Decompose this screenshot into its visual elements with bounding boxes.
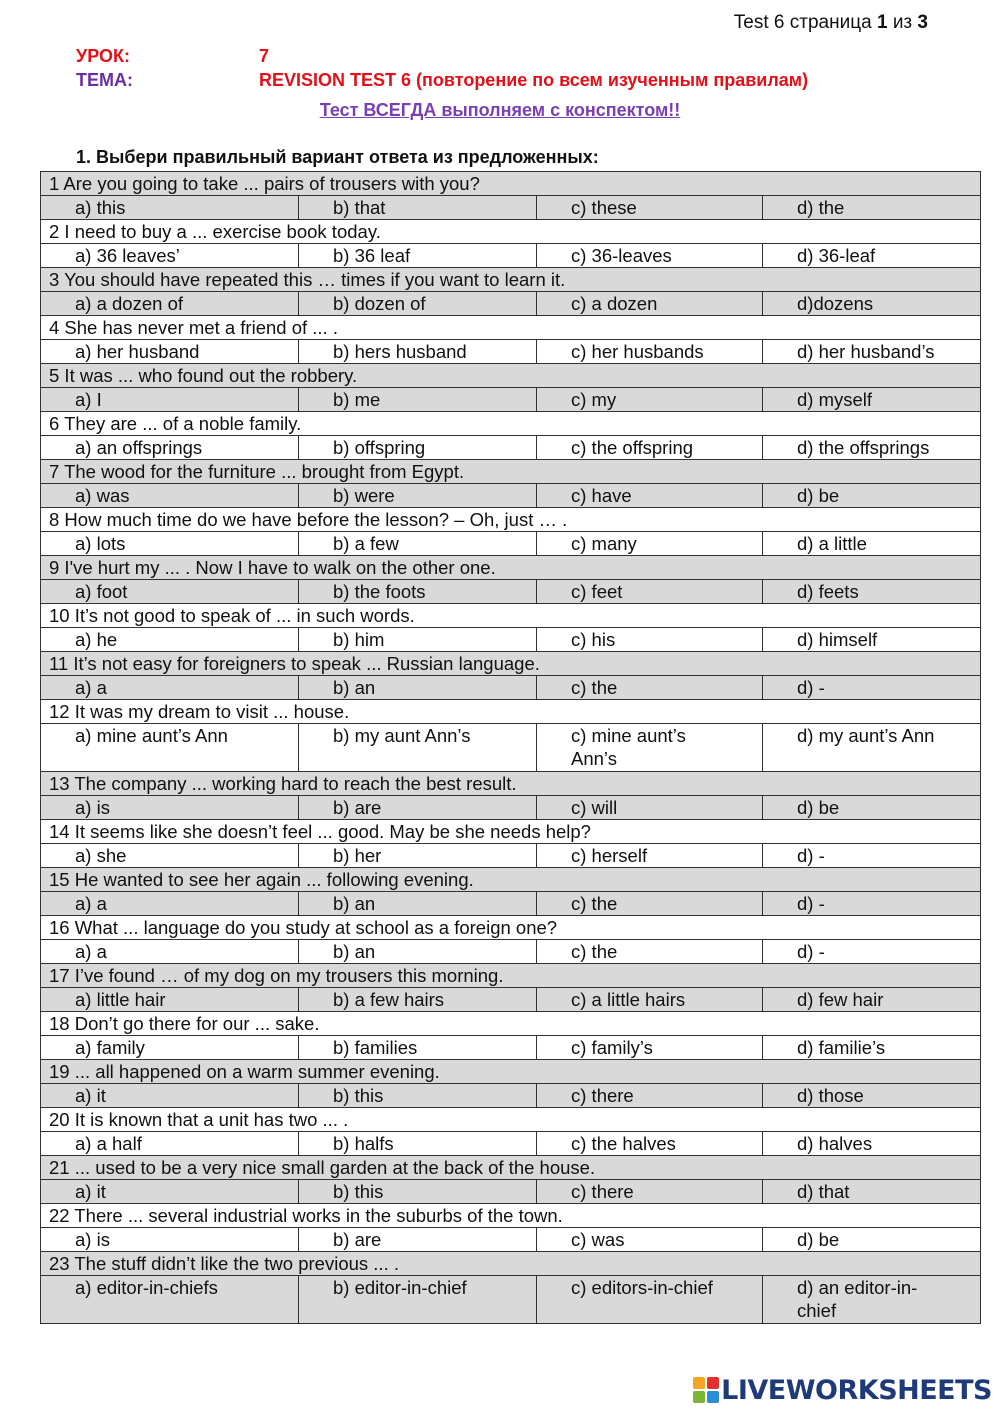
option-a-label: a) she <box>75 845 127 866</box>
option-a[interactable] <box>41 676 299 700</box>
option-a-label: a) lots <box>75 533 126 554</box>
option-b[interactable] <box>299 196 537 220</box>
options-row <box>41 628 981 652</box>
option-a[interactable] <box>41 1276 299 1324</box>
option-a[interactable] <box>41 892 299 916</box>
options-row <box>41 940 981 964</box>
question-text: 10 It’s not good to speak of ... in such words. <box>41 604 981 628</box>
option-b-label: b) my aunt Ann’s <box>333 725 471 746</box>
option-d[interactable] <box>763 940 981 964</box>
option-b-label: b) were <box>333 485 395 506</box>
question-row <box>41 316 981 340</box>
question-text: 23 The stuff didn’t like the two previous ... . <box>41 1252 981 1276</box>
option-c[interactable] <box>537 628 763 652</box>
option-a[interactable] <box>41 796 299 820</box>
liveworksheets-logo <box>693 1373 992 1407</box>
option-c-label: c) the <box>571 677 618 698</box>
option-c[interactable] <box>537 1036 763 1060</box>
option-c-label: c) a dozen <box>571 293 658 314</box>
option-d[interactable] <box>763 532 981 556</box>
option-a[interactable] <box>41 388 299 412</box>
option-a[interactable] <box>41 628 299 652</box>
option-a[interactable] <box>41 484 299 508</box>
option-d[interactable] <box>763 1132 981 1156</box>
option-c-label: c) there <box>571 1085 634 1106</box>
option-a-label: a) family <box>75 1037 145 1058</box>
option-c-label: c) the halves <box>571 1133 676 1154</box>
options-row <box>41 196 981 220</box>
option-b[interactable] <box>299 244 537 268</box>
question-text: 19 ... all happened on a warm summer evening. <box>41 1060 981 1084</box>
option-b-label: b) editor-in-chief <box>333 1277 467 1298</box>
option-c-label: c) herself <box>571 845 648 866</box>
option-d[interactable] <box>763 892 981 916</box>
option-d[interactable] <box>763 292 981 316</box>
option-d-label: d) the <box>797 197 845 218</box>
question-row <box>41 916 981 940</box>
option-d-label-cont: chief <box>797 1300 837 1321</box>
option-c[interactable] <box>537 988 763 1012</box>
option-d[interactable] <box>763 628 981 652</box>
quiz-table <box>40 171 981 1324</box>
notice: Тест ВСЕГДА выполняем с конспектом!! <box>319 100 681 120</box>
option-b[interactable] <box>299 892 537 916</box>
options-row <box>41 1276 981 1324</box>
option-c-label: c) the offspring <box>571 437 694 458</box>
option-d[interactable] <box>763 844 981 868</box>
option-a[interactable] <box>41 988 299 1012</box>
option-c[interactable] <box>537 1228 763 1252</box>
option-d[interactable] <box>763 1084 981 1108</box>
option-c[interactable] <box>537 1276 763 1324</box>
option-b-label: b) offspring <box>333 437 426 458</box>
options-row <box>41 436 981 460</box>
question-row <box>41 964 981 988</box>
question-text: 11 It’s not easy for foreigners to speak ... Russian language. <box>41 652 981 676</box>
option-a-label: a) a dozen of <box>75 293 183 314</box>
question-row <box>41 508 981 532</box>
option-a-label: a) is <box>75 797 110 818</box>
question-row <box>41 460 981 484</box>
option-b-label: b) her <box>333 845 382 866</box>
option-d[interactable] <box>763 340 981 364</box>
option-a-label: a) foot <box>75 581 128 602</box>
option-c[interactable] <box>537 844 763 868</box>
options-row <box>41 1036 981 1060</box>
option-c-label: c) there <box>571 1181 634 1202</box>
option-d[interactable] <box>763 1228 981 1252</box>
option-d-label: d) be <box>797 797 840 818</box>
option-c[interactable] <box>537 244 763 268</box>
option-d-label: d)dozens <box>797 293 874 314</box>
option-a[interactable] <box>41 940 299 964</box>
option-c[interactable] <box>537 532 763 556</box>
option-c-label: c) her husbands <box>571 341 704 362</box>
question-text: 18 Don’t go there for our ... sake. <box>41 1012 981 1036</box>
option-c[interactable] <box>537 1180 763 1204</box>
option-b[interactable] <box>299 1276 537 1324</box>
options-row <box>41 1084 981 1108</box>
option-a-label: a) it <box>75 1181 106 1202</box>
option-d[interactable] <box>763 1036 981 1060</box>
options-row <box>41 796 981 820</box>
question-row <box>41 700 981 724</box>
option-c-label: c) many <box>571 533 637 554</box>
question-text: 4 She has never met a friend of ... . <box>41 316 981 340</box>
topic-label: ТЕМА: <box>76 70 133 90</box>
option-b-label: b) a few hairs <box>333 989 445 1010</box>
option-a[interactable] <box>41 1228 299 1252</box>
option-b[interactable] <box>299 340 537 364</box>
logo-square-1 <box>693 1377 705 1389</box>
question-row <box>41 604 981 628</box>
question-text: 15 He wanted to see her again ... following evening. <box>41 868 981 892</box>
option-d[interactable] <box>763 796 981 820</box>
option-d[interactable] <box>763 580 981 604</box>
option-b[interactable] <box>299 1084 537 1108</box>
option-d-label: d) an editor-in- <box>797 1277 918 1298</box>
question-row <box>41 556 981 580</box>
option-d[interactable] <box>763 1276 981 1324</box>
question-text: 14 It seems like she doesn’t feel ... good. May be she needs help? <box>41 820 981 844</box>
option-a[interactable] <box>41 1084 299 1108</box>
question-row <box>41 772 981 796</box>
option-b-label: b) the foots <box>333 581 426 602</box>
option-d[interactable] <box>763 676 981 700</box>
option-b-label: b) 36 leaf <box>333 245 411 266</box>
options-row <box>41 244 981 268</box>
option-a[interactable] <box>41 724 299 772</box>
options-row <box>41 484 981 508</box>
option-d-label: d) a little <box>797 533 867 554</box>
options-row <box>41 340 981 364</box>
option-d-label: d) feets <box>797 581 859 602</box>
option-b[interactable] <box>299 388 537 412</box>
option-b-label: b) are <box>333 1229 382 1250</box>
option-b[interactable] <box>299 844 537 868</box>
question-row <box>41 1252 981 1276</box>
option-b[interactable] <box>299 676 537 700</box>
question-text: 17 I’ve found … of my dog on my trousers this morning. <box>41 964 981 988</box>
question-row <box>41 268 981 292</box>
task-title <box>76 147 599 168</box>
question-text: 8 How much time do we have before the lesson? – Oh, just … . <box>41 508 981 532</box>
option-a[interactable] <box>41 340 299 364</box>
option-a-label: a) a <box>75 893 107 914</box>
question-row <box>41 172 981 196</box>
option-c[interactable] <box>537 340 763 364</box>
option-b-label: b) families <box>333 1037 418 1058</box>
option-a[interactable] <box>41 580 299 604</box>
option-c[interactable] <box>537 388 763 412</box>
question-text: 16 What ... language do you study at school as a foreign one? <box>41 916 981 940</box>
option-b[interactable] <box>299 1180 537 1204</box>
logo-square-3 <box>693 1391 705 1403</box>
logo-square-4 <box>707 1391 719 1403</box>
lesson-block <box>76 44 808 92</box>
option-c[interactable] <box>537 676 763 700</box>
option-b-label: b) me <box>333 389 381 410</box>
option-d-label: d) her husband’s <box>797 341 935 362</box>
question-text: 12 It was my dream to visit ... house. <box>41 700 981 724</box>
option-c-label: c) my <box>571 389 617 410</box>
question-row <box>41 652 981 676</box>
logo-square-2 <box>707 1377 719 1389</box>
option-a-label: a) a <box>75 677 107 698</box>
question-text: 13 The company ... working hard to reach the best result. <box>41 772 981 796</box>
option-b[interactable] <box>299 940 537 964</box>
question-row <box>41 1156 981 1180</box>
options-row <box>41 1132 981 1156</box>
option-c-label: c) these <box>571 197 637 218</box>
option-d-label: d) - <box>797 941 825 962</box>
liveworksheets-brand: LIVEWORKSHEETS <box>721 1374 992 1406</box>
option-a[interactable] <box>41 1180 299 1204</box>
page-header <box>734 12 928 34</box>
option-a-label: a) was <box>75 485 130 506</box>
options-row <box>41 988 981 1012</box>
option-a-label: a) mine aunt’s Ann <box>75 725 228 746</box>
option-b[interactable] <box>299 724 537 772</box>
question-text: 3 You should have repeated this … times if you want to learn it. <box>41 268 981 292</box>
option-d[interactable] <box>763 988 981 1012</box>
option-c-label: c) family’s <box>571 1037 653 1058</box>
option-d-label: d) be <box>797 485 840 506</box>
question-text: 5 It was ... who found out the robbery. <box>41 364 981 388</box>
option-b-label: b) an <box>333 677 376 698</box>
option-b[interactable] <box>299 1228 537 1252</box>
option-c-label: c) the <box>571 941 618 962</box>
question-row <box>41 220 981 244</box>
option-b[interactable] <box>299 1132 537 1156</box>
option-c-label: c) 36-leaves <box>571 245 672 266</box>
option-d-label: d) familie’s <box>797 1037 886 1058</box>
options-row <box>41 844 981 868</box>
lesson-value: 7 <box>259 46 270 66</box>
option-c[interactable] <box>537 1132 763 1156</box>
option-d[interactable] <box>763 436 981 460</box>
question-text: 7 The wood for the furniture ... brought from Egypt. <box>41 460 981 484</box>
option-d-label: d) my aunt’s Ann <box>797 725 935 746</box>
option-c-label: c) a little hairs <box>571 989 686 1010</box>
option-b[interactable] <box>299 292 537 316</box>
options-row <box>41 892 981 916</box>
page-number: 1 <box>876 12 888 33</box>
question-text: 22 There ... several industrial works in the suburbs of the town. <box>41 1204 981 1228</box>
question-text: 6 They are ... of a noble family. <box>41 412 981 436</box>
option-c[interactable] <box>537 796 763 820</box>
option-d-label: d) - <box>797 845 825 866</box>
option-b[interactable] <box>299 1036 537 1060</box>
option-b-label: b) halfs <box>333 1133 394 1154</box>
option-c-label: c) have <box>571 485 632 506</box>
question-text: 21 ... used to be a very nice small garden at the back of the house. <box>41 1156 981 1180</box>
question-row <box>41 1204 981 1228</box>
option-b[interactable] <box>299 796 537 820</box>
option-b-label: b) an <box>333 893 376 914</box>
option-a-label: a) this <box>75 197 126 218</box>
option-c[interactable] <box>537 292 763 316</box>
option-b-label: b) an <box>333 941 376 962</box>
option-d-label: d) 36-leaf <box>797 245 876 266</box>
option-c-label: c) editors-in-chief <box>571 1277 713 1298</box>
topic-value: REVISION TEST 6 (повторение по всем изученным правилам) <box>259 70 809 90</box>
lesson-label: УРОК: <box>76 46 130 66</box>
question-text: 20 It is known that a unit has two ... . <box>41 1108 981 1132</box>
liveworksheets-logo-icon <box>693 1377 719 1403</box>
task-number: 1 <box>76 147 87 167</box>
option-c-label: c) mine aunt’s <box>571 725 686 746</box>
page-of: из <box>892 12 913 33</box>
question-row <box>41 412 981 436</box>
option-d[interactable] <box>763 1180 981 1204</box>
question-row <box>41 1060 981 1084</box>
option-b[interactable] <box>299 484 537 508</box>
option-d[interactable] <box>763 484 981 508</box>
option-a-label: a) an offsprings <box>75 437 203 458</box>
page-header-prefix: Test 6 страница <box>733 12 872 33</box>
option-c[interactable] <box>537 892 763 916</box>
option-d[interactable] <box>763 388 981 412</box>
option-c-label: c) will <box>571 797 618 818</box>
options-row <box>41 1228 981 1252</box>
question-row <box>41 1012 981 1036</box>
option-d[interactable] <box>763 724 981 772</box>
option-d-label: d) few hair <box>797 989 884 1010</box>
option-a[interactable] <box>41 196 299 220</box>
option-b[interactable] <box>299 628 537 652</box>
options-row <box>41 1180 981 1204</box>
option-b-label: b) are <box>333 797 382 818</box>
option-d-label: d) - <box>797 893 825 914</box>
option-a[interactable] <box>41 244 299 268</box>
option-c-label: c) was <box>571 1229 625 1250</box>
question-row <box>41 364 981 388</box>
option-a-label: a) a half <box>75 1133 142 1154</box>
option-c-label-cont: Ann’s <box>571 748 617 769</box>
option-a-label: a) editor-in-chiefs <box>75 1277 218 1298</box>
page-total: 3 <box>917 12 928 33</box>
option-a[interactable] <box>41 436 299 460</box>
options-row <box>41 532 981 556</box>
option-c[interactable] <box>537 580 763 604</box>
option-b[interactable] <box>299 988 537 1012</box>
option-d[interactable] <box>763 196 981 220</box>
option-a-label: a) is <box>75 1229 110 1250</box>
option-c-label: c) the <box>571 893 618 914</box>
option-d-label: d) the offsprings <box>797 437 930 458</box>
options-row <box>41 676 981 700</box>
option-a-label: a) I <box>75 389 102 410</box>
option-b-label: b) dozen of <box>333 293 426 314</box>
option-b-label: b) this <box>333 1085 384 1106</box>
option-b-label: b) hers husband <box>333 341 467 362</box>
option-a-label: a) he <box>75 629 118 650</box>
option-b-label: b) him <box>333 629 385 650</box>
option-c[interactable] <box>537 940 763 964</box>
option-a[interactable] <box>41 1036 299 1060</box>
option-c[interactable] <box>537 196 763 220</box>
option-c[interactable] <box>537 436 763 460</box>
option-a-label: a) it <box>75 1085 106 1106</box>
option-c-label: c) feet <box>571 581 623 602</box>
option-a-label: a) little hair <box>75 989 166 1010</box>
question-text: 1 Are you going to take ... pairs of trousers with you? <box>41 172 981 196</box>
option-c[interactable] <box>537 724 763 772</box>
question-text: 2 I need to buy a ... exercise book today. <box>41 220 981 244</box>
option-d[interactable] <box>763 244 981 268</box>
question-row <box>41 868 981 892</box>
option-a-label: a) 36 leaves’ <box>75 245 180 266</box>
option-b-label: b) that <box>333 197 386 218</box>
option-a-label: a) a <box>75 941 107 962</box>
question-row <box>41 1108 981 1132</box>
option-b[interactable] <box>299 580 537 604</box>
question-text: 9 I've hurt my ... . Now I have to walk on the other one. <box>41 556 981 580</box>
options-row <box>41 292 981 316</box>
option-d-label: d) himself <box>797 629 878 650</box>
option-d-label: d) - <box>797 677 825 698</box>
option-b-label: b) a few <box>333 533 399 554</box>
option-a[interactable] <box>41 1132 299 1156</box>
option-d-label: d) that <box>797 1181 850 1202</box>
options-row <box>41 580 981 604</box>
task-instruction: . Выбери правильный вариант ответа из предложенных: <box>86 147 599 167</box>
option-a[interactable] <box>41 844 299 868</box>
option-b[interactable] <box>299 436 537 460</box>
option-d-label: d) myself <box>797 389 873 410</box>
question-row <box>41 820 981 844</box>
option-a-label: a) her husband <box>75 341 200 362</box>
option-c[interactable] <box>537 484 763 508</box>
option-d-label: d) be <box>797 1229 840 1250</box>
option-c[interactable] <box>537 1084 763 1108</box>
option-d-label: d) halves <box>797 1133 873 1154</box>
option-d-label: d) those <box>797 1085 864 1106</box>
option-a[interactable] <box>41 532 299 556</box>
option-c-label: c) his <box>571 629 616 650</box>
option-a[interactable] <box>41 292 299 316</box>
option-b[interactable] <box>299 532 537 556</box>
option-b-label: b) this <box>333 1181 384 1202</box>
options-row <box>41 724 981 772</box>
options-row <box>41 388 981 412</box>
